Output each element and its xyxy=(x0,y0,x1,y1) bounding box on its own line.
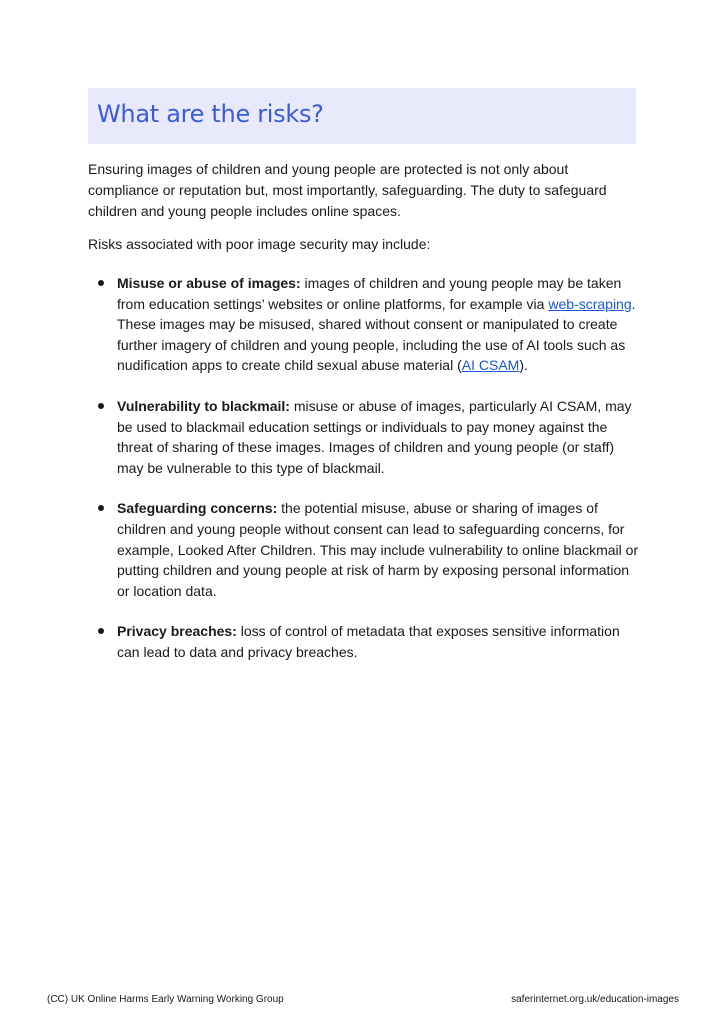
list-item xyxy=(88,621,640,662)
risk-text: ). xyxy=(519,357,528,374)
footer-url: saferinternet.org.uk/education-images xyxy=(511,994,679,1005)
risk-title: Privacy breaches: xyxy=(117,623,237,640)
risk-title: Misuse or abuse of images: xyxy=(117,275,301,291)
heading-banner xyxy=(88,88,636,144)
bullet-icon xyxy=(98,628,104,634)
intro-paragraph: Ensuring images of children and young people are protected is not only about compliance or reputation but, most importantly, safeguarding. The duty to safeguard children and young people includes online spaces. xyxy=(88,161,607,219)
risk-title: Safeguarding concerns: xyxy=(117,500,278,517)
page-title: What are the risks? xyxy=(97,100,324,128)
risk-text: misuse or abuse of images, particularly AI CSAM, may be used to blackmail education settings or individuals to pay money against the threat of sharing of these images. Images of children and young people (or staff) may be vulnerable to this type of blackmail. xyxy=(117,397,632,476)
main-content xyxy=(88,159,640,683)
risk-text: images of children and young people may be taken from education settings’ websites or online platforms, for example via xyxy=(117,275,622,312)
risk-text: . These images may be misused, shared without consent or manipulated to create further imagery of children and young people, including the use of AI tools such as nudification apps to create child sexual abuse material ( xyxy=(117,295,636,374)
bullet-icon xyxy=(98,280,104,286)
ai-csam-link[interactable]: AI CSAM xyxy=(461,357,520,374)
bullet-icon xyxy=(98,403,104,409)
list-item xyxy=(88,273,640,376)
lead-paragraph: Risks associated with poor image security may include: xyxy=(88,236,431,252)
list-item xyxy=(88,396,640,478)
risk-title: Vulnerability to blackmail: xyxy=(117,397,290,414)
bullet-icon xyxy=(98,505,104,511)
risk-text: the potential misuse, abuse or sharing of images of children and young people without consent can lead to safeguarding concerns, for example, Looked After Children. This may include vulnerability to online blackmail or putting children and young people at risk of harm by exposing personal information or location data. xyxy=(117,500,639,599)
footer-credit: (CC) UK Online Harms Early Warning Working Group xyxy=(47,994,284,1005)
web-scraping-link[interactable]: web-scraping xyxy=(548,295,632,312)
risks-list xyxy=(88,273,640,663)
risk-text: loss of control of metadata that exposes sensitive information can lead to data and privacy breaches. xyxy=(117,623,620,660)
list-item xyxy=(88,498,640,601)
